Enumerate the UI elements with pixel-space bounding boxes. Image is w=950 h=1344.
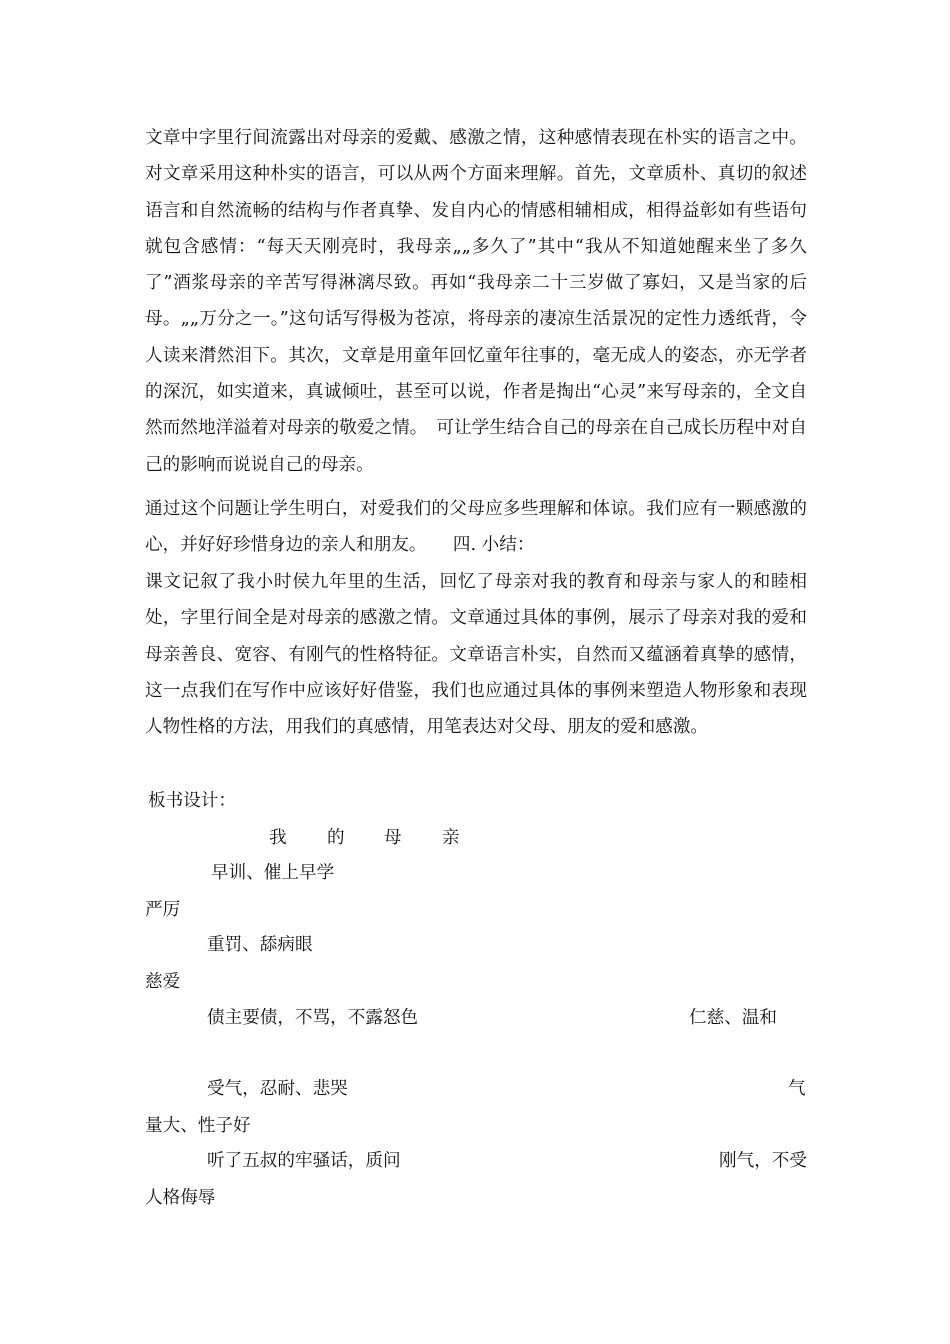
paragraph-summary: 课文记叙了我小时侯九年里的生活，回忆了母亲对我的教育和母亲与家人的和睦相处，字里行间全是对母亲的感激之情。文章通过具体的事例，展示了母亲对我的爱和母亲善良、宽容、有刚气的性格特征。文章语言朴实，自然而又蕴涵着真挚的感情，这一点我们在写作中应该好好借鉴，我们也应通过具体的事例来塑造人物形象和表现人物性格的方法，用我们的真感情，用笔表达对父母、朋友的爱和感激。 bbox=[145, 572, 807, 738]
paragraph-language-analysis: 文章中字里行间流露出对母亲的爱戴、感激之情，这种感情表现在朴实的语言之中。对文章采用这种朴实的语言，可以从两个方面来理解。首先，文章质朴、真切的叙述语言和自然流畅的结构与作者真挚、发自内心的情感相辅相成，相得益彰如有些语句就包含感情：“每天天刚亮时，我母亲„„多久了”其中“我从不知道她醒来坐了多久了”酒浆母亲的辛苦写得淋漓尽致。再如“我母亲二十三岁做了寡妇，又是当家的后母。„„万分之一。”这句话写得极为苍凉，将母亲的凄凉生活景况的定性力透纸背，令人读来潸然泪下。其次，文章是用童年回忆童年往事的，毫无成人的姿态，亦无学者的深沉，如实道来，真诚倾吐，甚至可以说，作者是掏出“心灵”来写母亲的，全文自然而然地洋溢着对母亲的敬爱之情。 可让学生结合自己的母亲在自己成长历程中对自己的影响而说说自己的母亲。 bbox=[145, 128, 807, 475]
board-trait-upright-end: 人格侮辱 bbox=[145, 1188, 216, 1208]
board-event-punish: 重罚、舔病眼 bbox=[207, 935, 313, 955]
board-title-char: 我 bbox=[269, 828, 287, 848]
board-event-debt: 债主要债，不骂，不露怒色 bbox=[207, 1008, 419, 1028]
board-title-char: 母 bbox=[384, 828, 402, 848]
board-trait-love: 慈爱 bbox=[145, 972, 181, 992]
board-trait-tolerant-end: 量大、性子好 bbox=[145, 1116, 251, 1136]
board-title-char: 亲 bbox=[442, 828, 460, 848]
board-event-morning: 早训、催上早学 bbox=[211, 863, 335, 883]
board-title-char: 的 bbox=[327, 828, 345, 848]
board-event-question: 听了五叔的牢骚话，质问 bbox=[207, 1151, 401, 1171]
board-trait-upright-start: 刚气，不受 bbox=[719, 1151, 807, 1171]
board-event-endure: 受气，忍耐、悲哭 bbox=[207, 1079, 348, 1099]
board-design-heading: 板书设计： bbox=[148, 791, 236, 811]
board-trait-strict: 严厉 bbox=[145, 900, 181, 920]
board-trait-tolerant-start: 气 bbox=[788, 1079, 806, 1099]
paragraph-lesson-question: 通过这个问题让学生明白，对爱我们的父母应多些理解和体谅。我们应有一颗感激的心，并好好珍惜身边的亲人和朋友。 四. 小结： bbox=[145, 499, 807, 556]
board-trait-kind: 仁慈、温和 bbox=[689, 1008, 777, 1028]
